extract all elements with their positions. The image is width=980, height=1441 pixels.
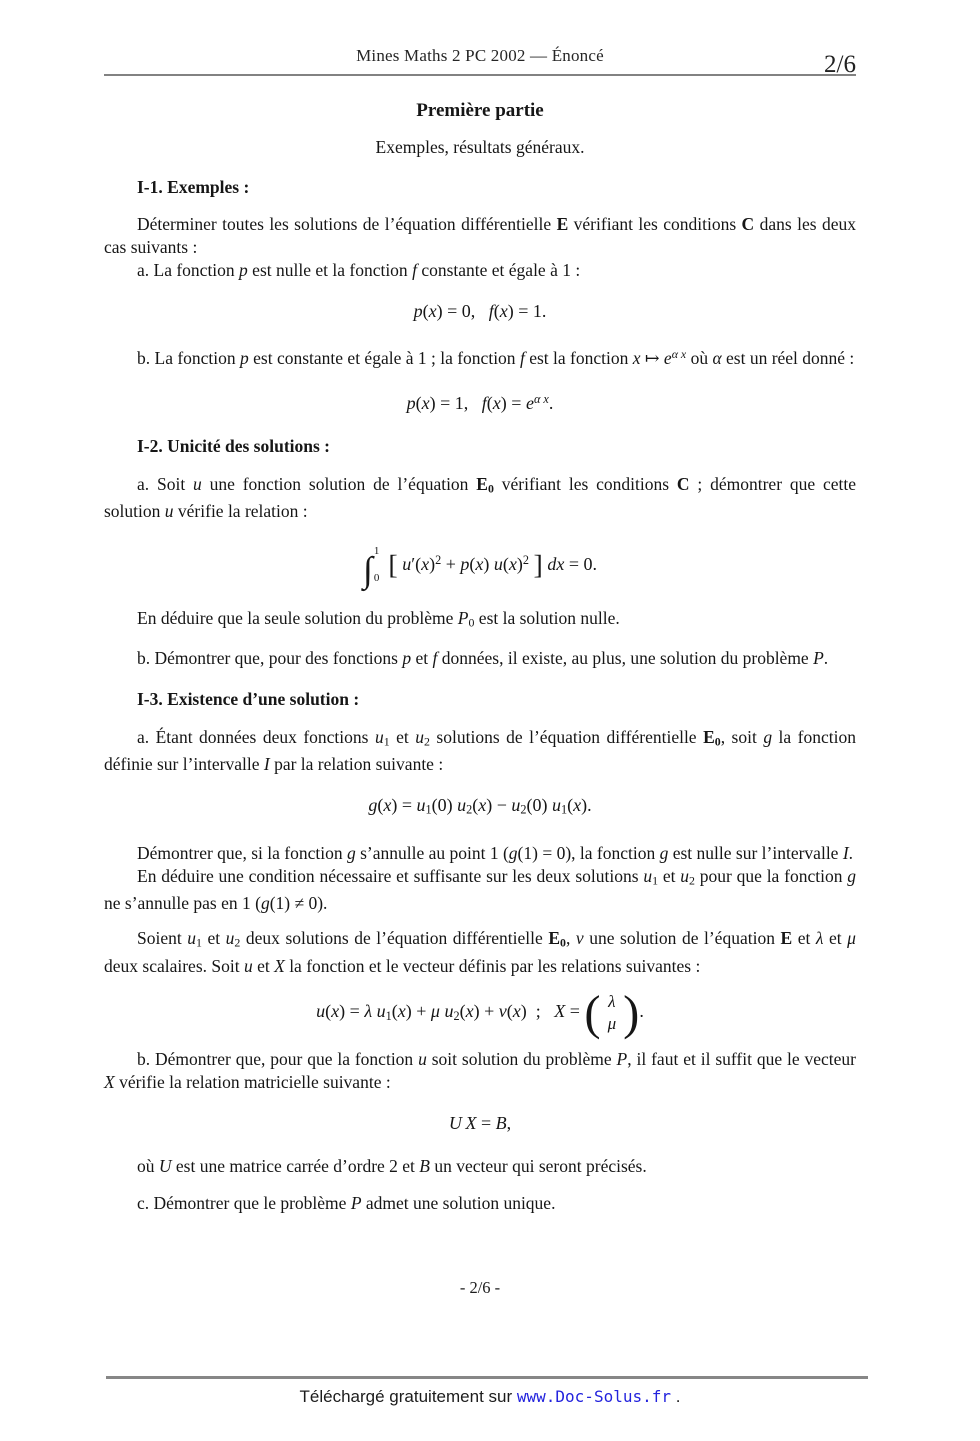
equation-ux-b: U X = B, — [448, 1113, 512, 1134]
equation-u-vector: u(x) = λ u1(x) + μ u2(x) + v(x) ; X = ( λ μ ). — [316, 986, 644, 1041]
page-number-bottom: - 2/6 - — [459, 1278, 501, 1297]
paragraph-i2b: b. Démontrer que, pour des fonctions p et f données, il existe, au plus, une solution du problème P. — [137, 648, 829, 669]
footer — [0, 1387, 980, 1407]
section-heading-i2: I-2. Unicité des solutions : — [137, 436, 330, 457]
section-heading-i3: I-3. Existence d’une solution : — [137, 689, 360, 710]
equation-g: g(x) = u1(0) u2(x) − u2(0) u1(x). — [368, 795, 592, 817]
page-header — [104, 0, 856, 76]
paragraph-intro-i1: Déterminer toutes les solutions de l’équation différentielle E vérifiant les conditions C dans les deux cas suivants : — [104, 214, 856, 258]
paragraph-matrix-note: où U est une matrice carrée d’ordre 2 et B un vecteur qui seront précisés. — [137, 1156, 647, 1177]
paragraph-i3c: c. Démontrer que le problème P admet une solution unique. — [137, 1193, 556, 1214]
document-body — [104, 98, 856, 1215]
paragraph-i3a: a. Étant données deux fonctions u1 et u2 solutions de l’équation différentielle E0, soit g la fonction définie sur l’intervalle I par la relation suivante : — [104, 726, 856, 775]
header-page-number: 2/6 — [824, 51, 856, 78]
header-rule — [104, 74, 856, 76]
section-heading-i1: I-1. Exemples : — [137, 176, 250, 197]
footer-rule — [106, 1376, 868, 1379]
footer-text-suffix: . — [671, 1387, 681, 1406]
paragraph-i3-soient: Soient u1 et u2 deux solutions de l’équation différentielle E0, v une solution de l’équation E et λ et μ deux scalaires. Soit u et X la fonction et le vecteur définis par les relations suivantes : — [104, 928, 856, 977]
paragraph-i2a-deduce: En déduire que la seule solution du problème P0 est la solution nulle. — [137, 608, 620, 631]
paragraph-i2a: a. Soit u une fonction solution de l’équation E0 vérifiant les conditions C ; démontrer que cette solution u vérifie la relation : — [104, 473, 856, 522]
header-title: Mines Maths 2 PC 2002 — Énoncé — [356, 46, 604, 65]
equation-p1-f-exp: p(x) = 1, $f(x) = e^{\alpha x}$. — [406, 392, 554, 414]
part-subtitle: Exemples, résultats généraux. — [375, 136, 585, 157]
paragraph-i1b: b. La fonction p est constante et égale à 1 ; la fonction f est la fonction x ↦ $e^{\alpha x}$ où α est un réel donné : — [137, 347, 855, 369]
equation-p0-f1: p(x) = 0, f(x) = 1. — [413, 301, 547, 322]
paragraph-i3a-demontrer: Démontrer que, si la fonction g s’annulle au point 1 (g(1) = 0), la fonction g est nulle sur l’intervalle I. — [137, 842, 854, 863]
equation-integral: ∫ 1 0 [ $u'(x)^2 + p(x)$ $u(x)^2$ ] dx = 0. — [363, 545, 597, 591]
footer-text: Téléchargé gratuitement sur — [299, 1387, 517, 1406]
paragraph-i1a: a. La fonction p est nulle et la fonction f constante et égale à 1 : — [137, 260, 581, 281]
footer-link[interactable]: www.Doc-Solus.fr — [516, 1387, 671, 1406]
paragraph-i3b: b. Démontrer que, pour que la fonction u soit solution du problème P, il faut et il suffit que le vecteur X vérifie la relation matricielle suivante : — [104, 1049, 856, 1093]
part-title: Première partie — [416, 100, 544, 121]
paragraph-i3a-deduire: En déduire une condition nécessaire et suffisante sur les deux solutions u1 et u2 pour que la fonction g ne s’annulle pas en 1 (g(1) ≠ 0). — [104, 865, 856, 914]
